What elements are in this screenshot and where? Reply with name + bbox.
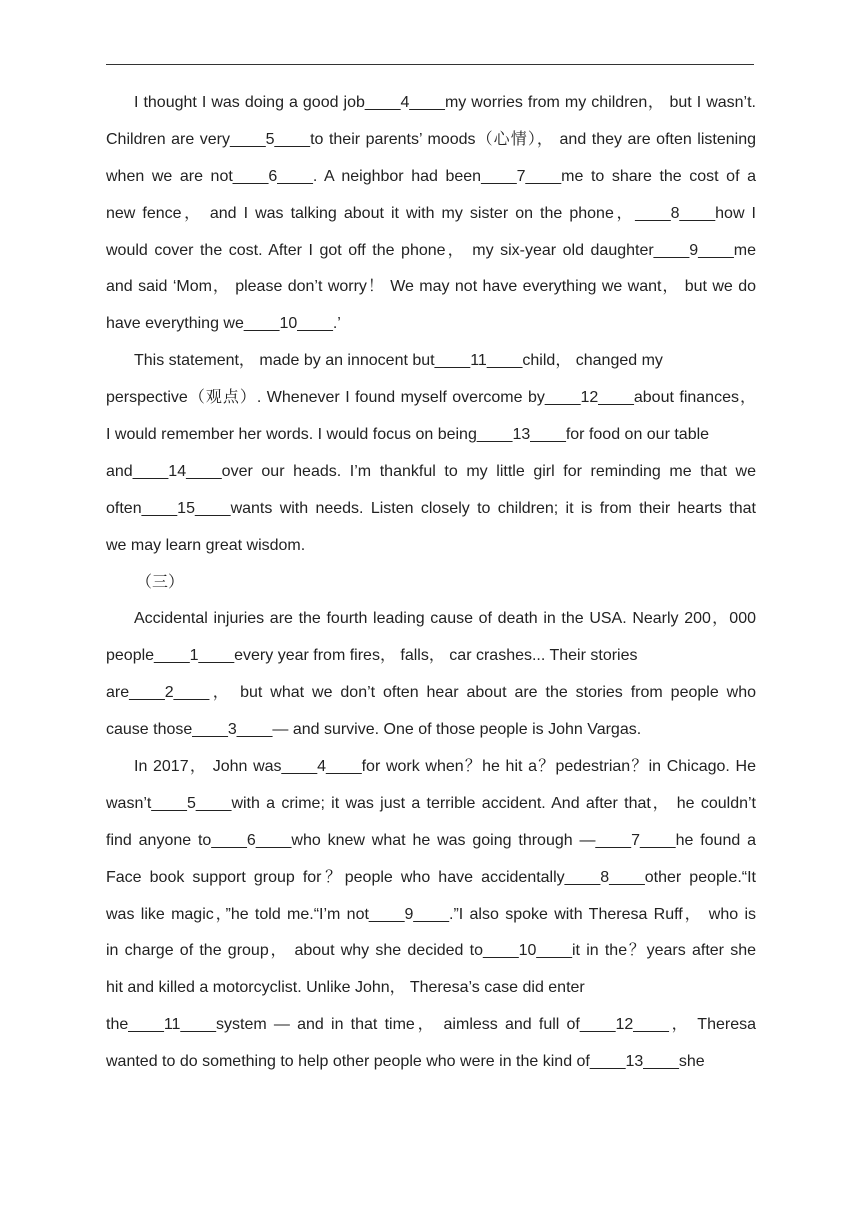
passage-line: new fence， and I was talking about it with my sister on the phone，____8____how I (106, 204, 757, 222)
passage-line: often____15____wants with needs. Listen closely to children; it is from their hearts that (106, 499, 756, 517)
header-rule (106, 64, 754, 65)
passage-line: we may learn great wisdom. (106, 536, 306, 554)
document-body (106, 85, 756, 1081)
passage-line: Children are very____5____to their parents’ moods（心情）， and they are often listening (106, 130, 756, 148)
passage-line: Accidental injuries are the fourth leading cause of death in the USA. Nearly 200，000 (134, 610, 756, 628)
passage-line: perspective（观点）. Whenever I found myself overcome by____12____about finances， (106, 389, 756, 407)
passage-line: I thought I was doing a good job____4____my worries from my children， but I wasn’t. (134, 94, 756, 111)
passage-line: would cover the cost. After I got off the phone， my six-year old daughter____9____me (106, 241, 756, 259)
passage-line: Face book support group for？people who have accidentally____8____other people.“It (106, 868, 756, 886)
passage-line: In 2017， John was____4____for work when？he hit a？pedestrian？in Chicago. He (134, 758, 757, 776)
passage-line: people____1____every year from fires， falls， car crashes... Their stories (106, 647, 638, 665)
passage-line: in charge of the group， about why she decided to____10____it in the？years after she (106, 942, 757, 960)
passage-line: find anyone to____6____who knew what he was going through —____7____he found a (106, 831, 756, 849)
passage-line: I would remember her words. I would focus on being____13____for food on our table (106, 426, 710, 444)
passage-line: wasn’t____5____with a crime; it was just a terrible accident. And after that， he couldn’t (106, 794, 757, 812)
passage-line: This statement， made by an innocent but____11____child， changed my (134, 352, 663, 370)
passage-line: wanted to do something to help other people who were in the kind of____13____she (106, 1053, 705, 1071)
passage-line: and said ‘Mom， please don’t worry！ We may not have everything we want， but we do (106, 278, 756, 296)
passage-line: are____2____， but what we don’t often hear about are the stories from people who (106, 684, 756, 702)
passage-line: was like magic，”he told me.“I’m not____9____.”I also spoke with Theresa Ruff， who is (106, 905, 756, 923)
section-heading: （三） (136, 573, 185, 591)
passage-line: have everything we____10____.’ (106, 315, 341, 333)
passage-line: when we are not____6____. A neighbor had been____7____me to share the cost of a (106, 167, 756, 185)
passage-line: and____14____over our heads. I’m thankful to my little girl for reminding me that we (106, 462, 756, 480)
passage-line: cause those____3____— and survive. One of those people is John Vargas. (106, 721, 642, 739)
passage-line: the____11____system — and in that time， aimless and full of____12____， Theresa (106, 1016, 757, 1034)
passage-line: hit and killed a motorcyclist. Unlike John， Theresa’s case did enter (106, 979, 585, 997)
